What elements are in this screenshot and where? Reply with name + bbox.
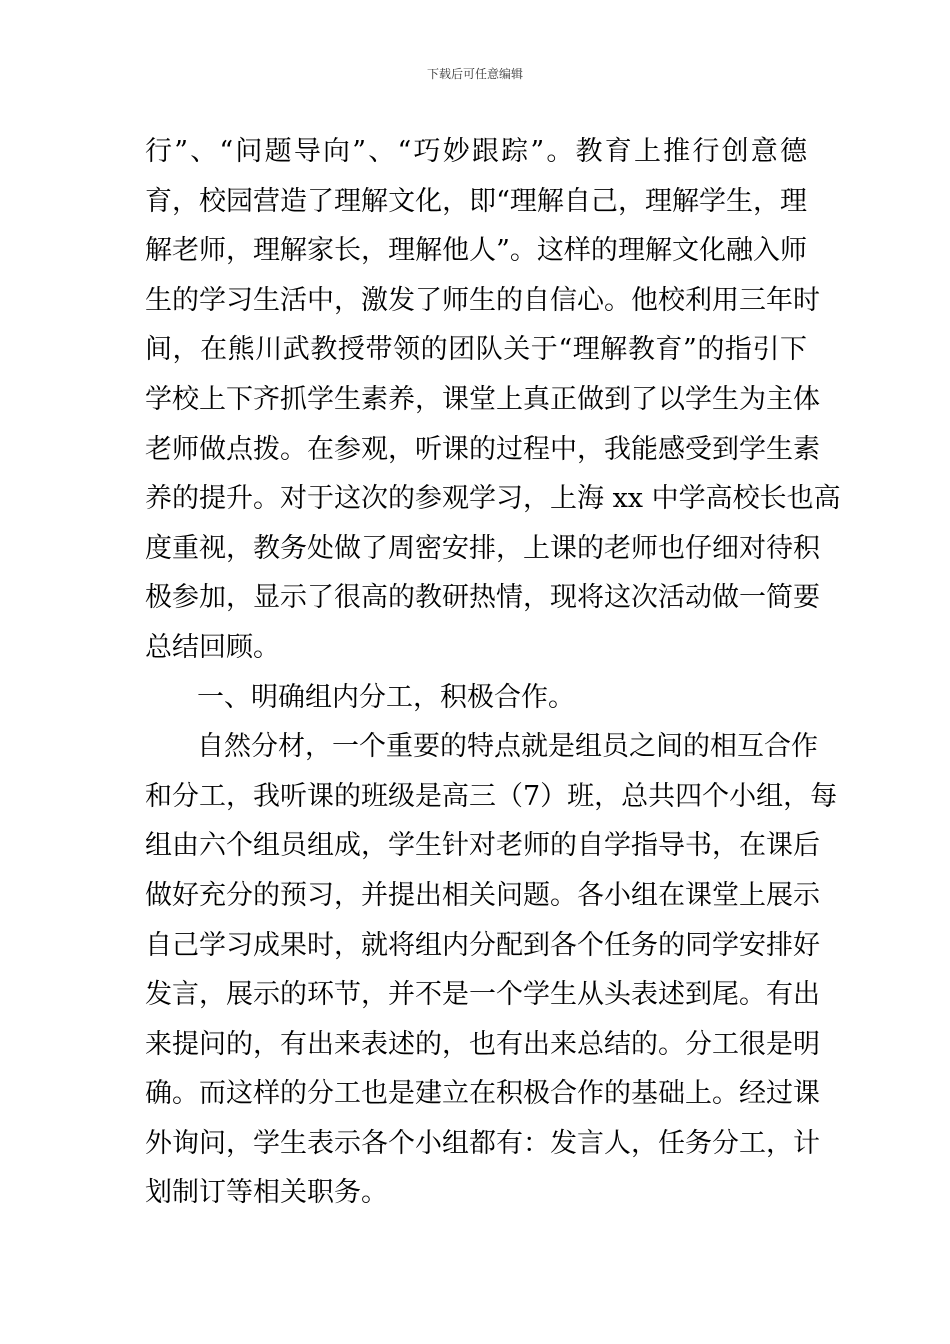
heading-line: 一、明确组内分工，积极合作。 — [197, 681, 575, 713]
text-line: 做好充分的预习，并提出相关问题。各小组在课堂上展示 — [145, 879, 820, 911]
text-line: 生的学习生活中，激发了师生的自信心。他校利用三年时 — [145, 284, 820, 316]
text-line: 养的提升。对于这次的参观学习，上海 xx 中学高校长也高 — [145, 483, 841, 515]
text-line: 行”、“问题导向”、“巧妙跟踪”。教育上推行创意德 — [145, 136, 807, 167]
text-line: 自己学习成果时，就将组内分配到各个任务的同学安排好 — [145, 929, 820, 961]
document-body — [145, 127, 841, 1218]
paragraph-2 — [145, 722, 838, 1218]
text-line: 确。而这样的分工也是建立在积极合作的基础上。经过课 — [145, 1078, 820, 1110]
page-header: 下载后可任意编辑 — [426, 67, 523, 81]
text-line: 发言，展示的环节，并不是一个学生从头表述到尾。有出 — [145, 979, 820, 1011]
text-line: 育，校园营造了理解文化，即“理解自己，理解学生，理 — [145, 185, 807, 217]
text-line: 自然分材，一个重要的特点就是组员之间的相互合作 — [197, 731, 818, 763]
text-line: 来提问的，有出来表述的，也有出来总结的。分工很是明 — [145, 1028, 820, 1060]
text-line: 学校上下齐抓学生素养，课堂上真正做到了以学生为主体 — [145, 383, 820, 415]
text-line: 度重视，教务处做了周密安排，上课的老师也仔细对待积 — [145, 532, 820, 564]
text-line: 间，在熊川武教授带领的团队关于“理解教育”的指引下 — [145, 334, 807, 366]
text-line: 极参加，显示了很高的教研热情，现将这次活动做一简要 — [145, 582, 820, 614]
text-line: 解老师，理解家长，理解他人”。这样的理解文化融入师 — [145, 235, 807, 267]
section-heading — [145, 673, 807, 723]
text-line: 划制订等相关职务。 — [145, 1177, 388, 1209]
text-line: 外询问，学生表示各个小组都有：发言人，任务分工，计 — [145, 1127, 820, 1159]
paragraph-1 — [145, 127, 841, 673]
text-line: 老师做点拨。在参观，听课的过程中，我能感受到学生素 — [145, 433, 820, 465]
text-line: 组由六个组员组成，学生针对老师的自学指导书，在课后 — [145, 830, 820, 862]
text-line: 和分工，我听课的班级是高三（7）班，总共四个小组，每 — [145, 780, 838, 812]
text-line: 总结回顾。 — [145, 631, 280, 663]
